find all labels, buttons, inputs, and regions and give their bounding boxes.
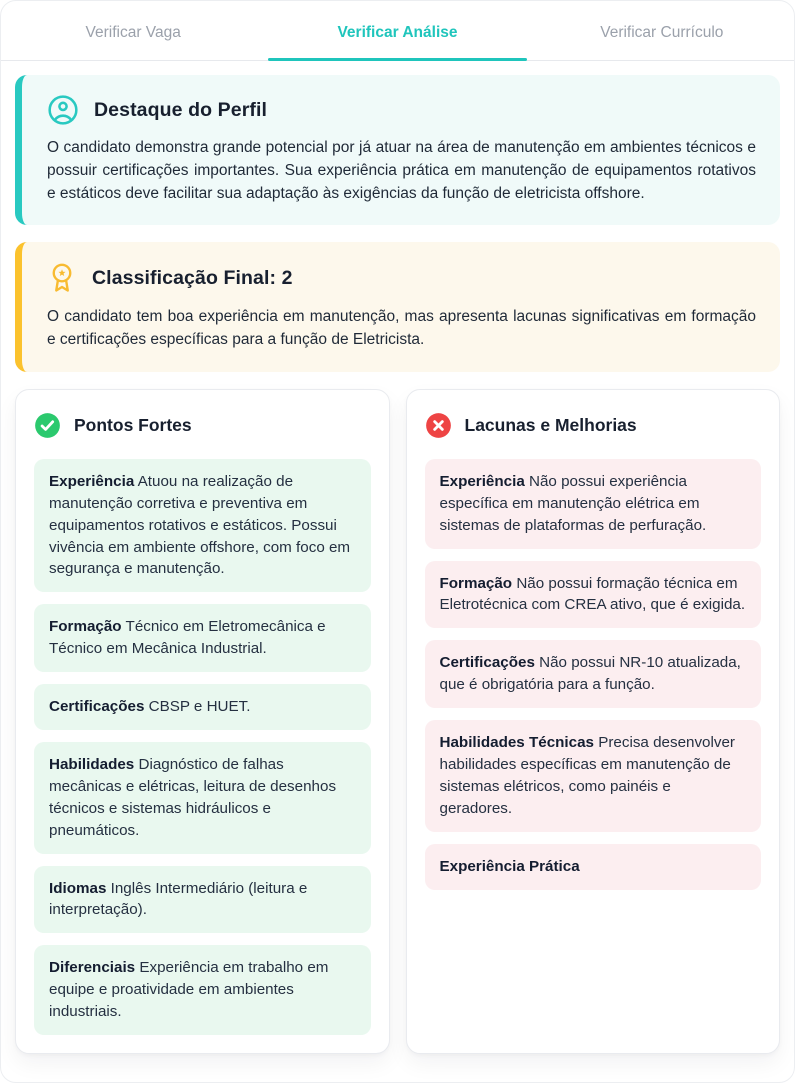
final-classification-text: O candidato tem boa experiência em manutenção, mas apresenta lacunas significativas em formação e certificações específicas para a função de Eletricista.: [47, 308, 756, 349]
analysis-item: [34, 945, 371, 1035]
tab-verificar-vaga[interactable]: Verificar Vaga: [85, 24, 181, 41]
analysis-item: [425, 561, 762, 629]
tab-verificar-curriculo[interactable]: Verificar Currículo: [600, 24, 724, 41]
strengths-list: [34, 459, 371, 1035]
analysis-item: [425, 720, 762, 832]
analysis-item-label: Formação: [439, 574, 513, 592]
analysis-item: [425, 459, 762, 549]
profile-highlight-title: Destaque do Perfil: [94, 98, 268, 121]
analysis-item-label: Certificações: [439, 654, 535, 672]
profile-highlight-header: [47, 94, 756, 126]
analysis-columns: [15, 389, 780, 1054]
strengths-header: [34, 412, 371, 439]
analysis-item: [34, 684, 371, 730]
gaps-title: Lacunas e Melhorias: [464, 414, 637, 435]
profile-highlight-card: [15, 75, 780, 225]
final-classification-card: [15, 242, 780, 372]
analysis-item-label: Habilidades: [49, 756, 135, 774]
award-medal-icon: [47, 261, 77, 295]
final-classification-header: [47, 261, 756, 295]
analysis-item-label: Diferenciais: [49, 959, 136, 977]
analysis-item-label: Idiomas: [49, 879, 107, 897]
analysis-item-text: Atuou na realização de manutenção corretiva e preventiva em equipamentos rotativos e estáticos. Possui vivência em ambiente offshore, com foco em segurança e manutenção.: [49, 472, 351, 578]
analysis-item-text: Diagnóstico de falhas mecânicas e elétricas, leitura de desenhos técnicos e sistemas hidráulicos e pneumáticos.: [49, 756, 337, 839]
analysis-item-label: Experiência Prática: [439, 857, 580, 875]
tab-verificar-analise[interactable]: Verificar Análise: [265, 1, 529, 60]
user-circle-icon: [47, 94, 79, 126]
x-circle-icon: [425, 412, 452, 439]
final-classification-title: Classificação Final: 2: [92, 266, 293, 289]
analysis-item: [425, 640, 762, 708]
check-circle-icon: [34, 412, 61, 439]
analysis-item-text: Inglês Intermediário (leitura e interpretação).: [49, 879, 308, 919]
analysis-item: [34, 866, 371, 934]
profile-highlight-text: O candidato demonstra grande potencial por já atuar na área de manutenção em ambientes técnicos e possuir certificações importantes. Sua experiência prática em manutenção de equipamentos rotativos e estáticos deve facilitar sua adaptação às exigências da função de eletricista offshore.: [47, 139, 756, 202]
analysis-item-label: Habilidades Técnicas: [439, 734, 594, 752]
analysis-item: [34, 459, 371, 592]
analysis-item-text: Não possui NR-10 atualizada, que é obrigatória para a função.: [439, 654, 741, 694]
analysis-item-label: Certificações: [49, 698, 145, 716]
analysis-item: [425, 844, 762, 890]
analysis-item-text: Precisa desenvolver habilidades específicas em manutenção de sistemas elétricos, como painéis e geradores.: [439, 734, 735, 817]
analysis-item: [34, 604, 371, 672]
analysis-item-label: Formação: [49, 618, 122, 636]
gaps-header: [425, 412, 762, 439]
strengths-title: Pontos Fortes: [74, 414, 192, 435]
analysis-item: [34, 742, 371, 854]
analysis-item-text: Não possui formação técnica em Eletrotécnica com CREA ativo, que é exigida.: [439, 574, 746, 614]
analysis-item-text: Não possui experiência específica em manutenção elétrica em sistemas de plataformas de perfuração.: [439, 472, 707, 534]
analysis-item-label: Experiência: [49, 472, 135, 490]
analysis-item-text: Técnico em Eletromecânica e Técnico em Mecânica Industrial.: [49, 618, 326, 658]
tab-bar: [1, 1, 794, 61]
gaps-list: [425, 459, 762, 890]
analysis-item-label: Experiência: [439, 472, 525, 490]
gaps-card: [406, 389, 781, 1054]
analysis-item-text: Experiência em trabalho em equipe e proatividade em ambientes industriais.: [49, 959, 329, 1021]
strengths-card: [15, 389, 390, 1054]
analysis-item-text: CBSP e HUET.: [148, 698, 251, 716]
